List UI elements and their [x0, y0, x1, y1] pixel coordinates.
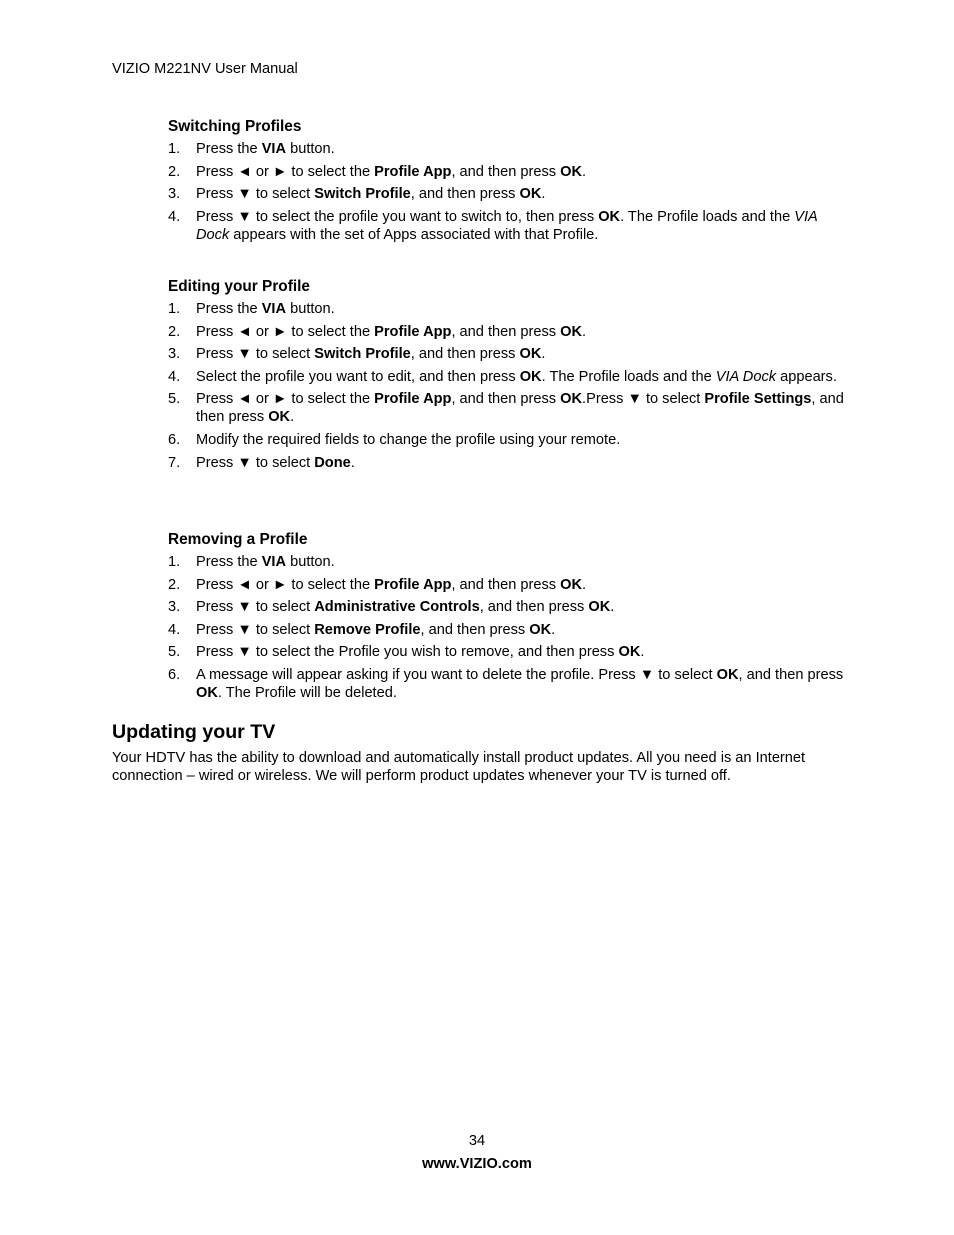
step-text: Press the: [196, 141, 262, 157]
step-text: OK: [716, 666, 739, 683]
step-number: 5.: [168, 644, 181, 661]
step-text: Profile App: [374, 323, 452, 340]
step-number: 3.: [168, 186, 181, 203]
step-text: Administrative Controls: [314, 599, 480, 616]
step-text: Press ▼ to select: [196, 454, 315, 471]
step-text: OK: [519, 346, 542, 363]
footer-url: www.VIZIO.com: [422, 1156, 532, 1172]
step-text: Press ◄ or ► to select the: [196, 391, 375, 408]
list-item: [168, 140, 848, 158]
step-text: .: [582, 323, 587, 340]
step-number: 7.: [168, 454, 181, 471]
list-item: [168, 300, 848, 318]
step-text: Select the profile you want to edit, and then press: [196, 368, 520, 385]
step-text: Remove Profile: [314, 621, 421, 638]
step-text: .Press ▼ to select: [582, 391, 705, 408]
list-item: [168, 666, 848, 702]
step-text: Profile Settings: [704, 391, 812, 408]
step-text: button.: [286, 301, 335, 317]
step-list: [168, 140, 848, 244]
step-text: OK: [560, 323, 583, 340]
step-number: 3.: [168, 346, 181, 363]
list-item: [168, 323, 848, 341]
step-text: .: [551, 621, 556, 638]
section-heading: Switching Profiles: [168, 118, 302, 135]
step-text: .: [610, 599, 615, 616]
list-item: [168, 345, 848, 363]
step-text: Press the: [196, 554, 262, 570]
step-text: . The Profile will be deleted.: [217, 684, 397, 701]
step-text: OK: [519, 368, 542, 385]
step-number: 4.: [168, 621, 181, 638]
step-text: Press ▼ to select the profile you want to switch to, then press: [196, 208, 599, 225]
step-number: 4.: [168, 208, 181, 225]
step-number: 5.: [168, 391, 181, 408]
list-item: [168, 454, 848, 472]
step-text: OK: [560, 391, 583, 408]
step-text: , and then press: [420, 621, 530, 638]
page-number: 34: [468, 1133, 486, 1149]
step-text: OK: [618, 644, 641, 661]
step-text: VIA Dock: [196, 208, 818, 243]
step-text: Switch Profile: [314, 186, 411, 203]
list-item: [168, 185, 848, 203]
list-item: [168, 390, 848, 426]
step-text: appears with the set of Apps associated with that Profile.: [229, 226, 599, 243]
list-item: [168, 163, 848, 181]
step-text: OK: [519, 186, 542, 203]
step-text: VIA: [261, 141, 287, 157]
step-text: .: [541, 346, 546, 363]
step-text: appears.: [776, 368, 837, 385]
section-heading: Editing your Profile: [168, 278, 310, 295]
updating-body: Your HDTV has the ability to download and automatically install product updates. All you need is an Internet connection – wired or wireless. We will perform product updates whenever your TV is turned off.: [112, 750, 806, 784]
step-text: OK: [588, 599, 611, 616]
step-text: , and then press: [451, 576, 561, 593]
step-number: 1.: [168, 554, 181, 570]
step-text: Press ▼ to select: [196, 186, 315, 203]
section-editing-profile: [168, 277, 848, 476]
list-item: [168, 598, 848, 616]
document-title: VIZIO M221NV User Manual: [112, 61, 298, 77]
list-item: [168, 576, 848, 594]
step-text: . The Profile loads and the: [620, 208, 795, 225]
step-text: , and then press: [451, 163, 561, 180]
list-item: [168, 208, 848, 244]
step-number: 1.: [168, 301, 181, 317]
section-removing-profile: [168, 530, 848, 707]
step-text: Press ◄ or ► to select the: [196, 576, 375, 593]
step-text: .: [290, 409, 295, 426]
list-item: [168, 553, 848, 571]
step-number: 2.: [168, 323, 181, 340]
step-text: VIA: [261, 301, 287, 317]
step-text: VIA Dock: [715, 368, 777, 385]
step-text: Profile App: [374, 391, 452, 408]
step-text: .: [350, 454, 355, 471]
step-text: OK: [196, 684, 218, 701]
step-text: , and then press: [479, 599, 589, 616]
step-text: A message will appear asking if you want to delete the profile. Press ▼ to select: [196, 666, 717, 683]
step-text: , and then press: [410, 186, 520, 203]
step-number: 2.: [168, 163, 181, 180]
step-text: Press ▼ to select the Profile you wish to remove, and then press: [196, 644, 619, 661]
step-list: [168, 553, 848, 702]
step-number: 6.: [168, 431, 181, 448]
step-text: . The Profile loads and the: [541, 368, 716, 385]
step-text: OK: [560, 576, 583, 593]
step-text: .: [640, 644, 645, 661]
step-text: OK: [268, 409, 291, 426]
updating-heading: Updating your TV: [112, 721, 276, 743]
step-text: Press ◄ or ► to select the: [196, 323, 375, 340]
step-text: Modify the required fields to change the profile using your remote.: [196, 431, 621, 448]
list-item: [168, 368, 848, 386]
step-text: , and then press: [196, 391, 844, 426]
list-item: [168, 621, 848, 639]
step-text: button.: [286, 554, 335, 570]
step-list: [168, 300, 848, 472]
step-text: , and then press: [451, 323, 561, 340]
step-text: Press ▼ to select: [196, 346, 315, 363]
step-text: .: [541, 186, 546, 203]
step-text: Press ◄ or ► to select the: [196, 163, 375, 180]
step-text: , and then press: [451, 391, 561, 408]
step-number: 3.: [168, 599, 181, 616]
section-heading: Removing a Profile: [168, 531, 308, 548]
step-text: OK: [598, 208, 621, 225]
step-text: button.: [286, 141, 335, 157]
step-number: 4.: [168, 368, 181, 385]
step-text: Press the: [196, 301, 262, 317]
step-number: 6.: [168, 666, 181, 683]
step-text: , and then press: [738, 666, 844, 683]
step-text: .: [582, 163, 587, 180]
step-text: OK: [560, 163, 583, 180]
step-text: OK: [529, 621, 552, 638]
step-text: Profile App: [374, 163, 452, 180]
list-item: [168, 431, 848, 449]
section-switching-profiles: [168, 117, 848, 248]
step-text: VIA: [261, 554, 287, 570]
step-text: .: [582, 576, 587, 593]
step-text: Press ▼ to select: [196, 599, 315, 616]
step-text: , and then press: [410, 346, 520, 363]
step-number: 1.: [168, 141, 181, 157]
step-text: Done: [314, 454, 351, 471]
step-text: Switch Profile: [314, 346, 411, 363]
step-text: Profile App: [374, 576, 452, 593]
step-number: 2.: [168, 576, 181, 593]
list-item: [168, 643, 848, 661]
step-text: Press ▼ to select: [196, 621, 315, 638]
